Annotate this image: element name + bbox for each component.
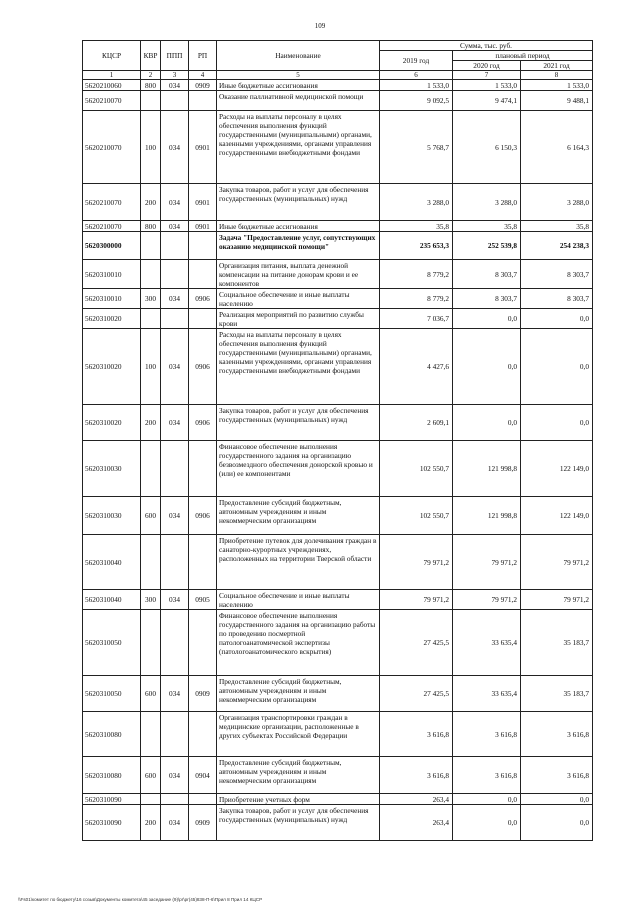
name-cell: Финансовое обеспечение выполнения государственного задания на организацию работы по проведению посмертной патологоанатомической экспертизы (патологоанатомического вскрытия) xyxy=(217,610,380,676)
kvr-cell: 100 xyxy=(141,111,161,184)
ppp-cell: 034 xyxy=(161,676,189,712)
name-cell: Финансовое обеспечение выполнения государственного задания на организацию безвозмездного обеспечения донорской кровью и (или) ее компонентами xyxy=(217,441,380,497)
table-row xyxy=(83,221,593,232)
name-cell: Иные бюджетные ассигнования xyxy=(217,80,380,91)
kvr-cell xyxy=(141,91,161,111)
header-2019: 2019 год xyxy=(380,51,453,71)
amount-2019-cell: 27 425,5 xyxy=(380,610,453,676)
kvr-cell: 800 xyxy=(141,221,161,232)
rp-cell: 0909 xyxy=(189,676,217,712)
kvr-cell: 600 xyxy=(141,497,161,535)
index-cell: 2 xyxy=(141,71,161,80)
ppp-cell xyxy=(161,260,189,289)
rp-cell: 0906 xyxy=(189,329,217,405)
ppp-cell xyxy=(161,441,189,497)
ppp-cell: 034 xyxy=(161,405,189,441)
amount-2021-cell: 254 238,3 xyxy=(521,232,593,260)
name-cell: Организация питания, выплата денежной компенсации на питание донорам крови и ее компонентов xyxy=(217,260,380,289)
rp-cell: 0905 xyxy=(189,590,217,610)
rp-cell xyxy=(189,309,217,329)
table-row xyxy=(83,80,593,91)
kcsr-cell: 5620310020 xyxy=(83,309,141,329)
kcsr-cell: 5620310050 xyxy=(83,610,141,676)
amount-2021-cell: 3 616,8 xyxy=(521,712,593,757)
rp-cell xyxy=(189,91,217,111)
ppp-cell: 034 xyxy=(161,80,189,91)
table-row xyxy=(83,111,593,184)
kvr-cell: 200 xyxy=(141,184,161,221)
ppp-cell: 034 xyxy=(161,590,189,610)
amount-2020-cell: 121 998,8 xyxy=(453,441,521,497)
amount-2019-cell: 8 779,2 xyxy=(380,289,453,309)
amount-2019-cell: 1 533,0 xyxy=(380,80,453,91)
amount-2020-cell: 35,8 xyxy=(453,221,521,232)
ppp-cell xyxy=(161,535,189,590)
column-index-row xyxy=(83,71,593,80)
amount-2019-cell: 7 036,7 xyxy=(380,309,453,329)
amount-2021-cell: 6 164,3 xyxy=(521,111,593,184)
rp-cell: 0901 xyxy=(189,111,217,184)
kcsr-cell: 5620210060 xyxy=(83,80,141,91)
ppp-cell xyxy=(161,232,189,260)
index-cell: 8 xyxy=(521,71,593,80)
kcsr-cell: 5620310010 xyxy=(83,289,141,309)
amount-2020-cell: 33 635,4 xyxy=(453,610,521,676)
kcsr-cell: 5620210070 xyxy=(83,111,141,184)
kvr-cell xyxy=(141,535,161,590)
kcsr-cell: 5620310030 xyxy=(83,441,141,497)
table-row xyxy=(83,805,593,841)
table-row xyxy=(83,757,593,794)
index-cell: 4 xyxy=(189,71,217,80)
rp-cell: 0906 xyxy=(189,289,217,309)
kcsr-cell: 5620310040 xyxy=(83,590,141,610)
amount-2019-cell: 4 427,6 xyxy=(380,329,453,405)
ppp-cell: 034 xyxy=(161,111,189,184)
ppp-cell xyxy=(161,610,189,676)
amount-2019-cell: 79 971,2 xyxy=(380,535,453,590)
ppp-cell: 034 xyxy=(161,221,189,232)
header-name: Наименование xyxy=(217,41,380,71)
rp-cell xyxy=(189,712,217,757)
amount-2021-cell: 0,0 xyxy=(521,405,593,441)
kvr-cell xyxy=(141,441,161,497)
name-cell: Закупка товаров, работ и услуг для обеспечения государственных (муниципальных) нужд xyxy=(217,405,380,441)
amount-2021-cell: 79 971,2 xyxy=(521,590,593,610)
kvr-cell xyxy=(141,794,161,805)
amount-2020-cell: 8 303,7 xyxy=(453,260,521,289)
amount-2020-cell: 9 474,1 xyxy=(453,91,521,111)
name-cell: Оказание паллиативной медицинской помощи xyxy=(217,91,380,111)
ppp-cell xyxy=(161,712,189,757)
rp-cell: 0901 xyxy=(189,221,217,232)
kcsr-cell: 5620310090 xyxy=(83,805,141,841)
amount-2021-cell: 0,0 xyxy=(521,794,593,805)
rp-cell xyxy=(189,232,217,260)
header-2020: 2020 год xyxy=(453,61,521,71)
name-cell: Предоставление субсидий бюджетным, автономным учреждениям и иным некоммерческим организациям xyxy=(217,757,380,794)
name-cell: Расходы на выплаты персоналу в целях обеспечения выполнения функций государственными (муниципальными) органами, казенными учреждениями, органами управления государственными внебюджетными фондами xyxy=(217,111,380,184)
amount-2021-cell: 8 303,7 xyxy=(521,289,593,309)
amount-2021-cell: 35 183,7 xyxy=(521,610,593,676)
amount-2019-cell: 79 971,2 xyxy=(380,590,453,610)
rp-cell xyxy=(189,260,217,289)
amount-2020-cell: 79 971,2 xyxy=(453,535,521,590)
budget-table xyxy=(82,40,593,841)
rp-cell: 0909 xyxy=(189,805,217,841)
index-cell: 7 xyxy=(453,71,521,80)
amount-2020-cell: 0,0 xyxy=(453,805,521,841)
rp-cell: 0909 xyxy=(189,80,217,91)
name-cell: Социальное обеспечение и иные выплаты населению xyxy=(217,590,380,610)
amount-2020-cell: 8 303,7 xyxy=(453,289,521,309)
amount-2019-cell: 263,4 xyxy=(380,805,453,841)
header-rp: РП xyxy=(189,41,217,71)
table-row xyxy=(83,309,593,329)
kvr-cell: 600 xyxy=(141,676,161,712)
kvr-cell: 100 xyxy=(141,329,161,405)
table-row xyxy=(83,232,593,260)
kvr-cell xyxy=(141,309,161,329)
amount-2019-cell: 263,4 xyxy=(380,794,453,805)
amount-2019-cell: 3 616,8 xyxy=(380,712,453,757)
page-number: 109 xyxy=(314,22,326,30)
file-path-footer: \\Fs01\комитет по бюджету\16 созыв\Документы комитета\45 заседание (9)\pr\pr(45)838-П-6\Прил 8 Прил 14 КЦСР xyxy=(18,897,263,902)
table-row xyxy=(83,794,593,805)
amount-2020-cell: 0,0 xyxy=(453,794,521,805)
amount-2019-cell: 3 288,0 xyxy=(380,184,453,221)
header-ppp: ППП xyxy=(161,41,189,71)
kcsr-cell: 5620300000 xyxy=(83,232,141,260)
rp-cell xyxy=(189,794,217,805)
name-cell: Закупка товаров, работ и услуг для обеспечения государственных (муниципальных) нужд xyxy=(217,184,380,221)
table-row xyxy=(83,590,593,610)
amount-2021-cell: 9 488,1 xyxy=(521,91,593,111)
index-cell: 6 xyxy=(380,71,453,80)
amount-2021-cell: 0,0 xyxy=(521,805,593,841)
ppp-cell: 034 xyxy=(161,757,189,794)
table-row xyxy=(83,405,593,441)
amount-2021-cell: 8 303,7 xyxy=(521,260,593,289)
amount-2019-cell: 27 425,5 xyxy=(380,676,453,712)
table-row xyxy=(83,91,593,111)
header-sum: Сумма, тыс. руб. xyxy=(380,41,593,51)
ppp-cell xyxy=(161,794,189,805)
amount-2021-cell: 1 533,0 xyxy=(521,80,593,91)
rp-cell xyxy=(189,441,217,497)
kvr-cell xyxy=(141,712,161,757)
index-cell: 5 xyxy=(217,71,380,80)
amount-2020-cell: 33 635,4 xyxy=(453,676,521,712)
rp-cell: 0906 xyxy=(189,405,217,441)
kvr-cell: 200 xyxy=(141,405,161,441)
amount-2019-cell: 235 653,3 xyxy=(380,232,453,260)
index-cell: 1 xyxy=(83,71,141,80)
ppp-cell: 034 xyxy=(161,329,189,405)
amount-2019-cell: 35,8 xyxy=(380,221,453,232)
kvr-cell xyxy=(141,610,161,676)
amount-2019-cell: 5 768,7 xyxy=(380,111,453,184)
name-cell: Закупка товаров, работ и услуг для обеспечения государственных (муниципальных) нужд xyxy=(217,805,380,841)
table-row xyxy=(83,535,593,590)
name-cell: Социальное обеспечение и иные выплаты населению xyxy=(217,289,380,309)
ppp-cell xyxy=(161,309,189,329)
table-row xyxy=(83,184,593,221)
ppp-cell: 034 xyxy=(161,184,189,221)
header-kvr: КВР xyxy=(141,41,161,71)
kcsr-cell: 5620310020 xyxy=(83,405,141,441)
table-row xyxy=(83,712,593,757)
amount-2020-cell: 252 539,8 xyxy=(453,232,521,260)
rp-cell xyxy=(189,610,217,676)
kcsr-cell: 5620310040 xyxy=(83,535,141,590)
amount-2021-cell: 3 288,0 xyxy=(521,184,593,221)
rp-cell: 0901 xyxy=(189,184,217,221)
name-cell: Иные бюджетные ассигнования xyxy=(217,221,380,232)
table-row xyxy=(83,289,593,309)
amount-2020-cell: 121 998,8 xyxy=(453,497,521,535)
amount-2019-cell: 102 550,7 xyxy=(380,441,453,497)
amount-2020-cell: 6 150,3 xyxy=(453,111,521,184)
table-row xyxy=(83,441,593,497)
name-cell: Реализация мероприятий по развитию службы крови xyxy=(217,309,380,329)
amount-2019-cell: 8 779,2 xyxy=(380,260,453,289)
amount-2021-cell: 35,8 xyxy=(521,221,593,232)
amount-2019-cell: 9 092,5 xyxy=(380,91,453,111)
kvr-cell: 600 xyxy=(141,757,161,794)
kvr-cell xyxy=(141,260,161,289)
kcsr-cell: 5620310080 xyxy=(83,712,141,757)
name-cell: Предоставление субсидий бюджетным, автономным учреждениям и иным некоммерческим организациям xyxy=(217,676,380,712)
amount-2021-cell: 0,0 xyxy=(521,309,593,329)
kvr-cell: 300 xyxy=(141,590,161,610)
header-kcsr: КЦСР xyxy=(83,41,141,71)
amount-2019-cell: 3 616,8 xyxy=(380,757,453,794)
table-row xyxy=(83,260,593,289)
amount-2020-cell: 0,0 xyxy=(453,329,521,405)
ppp-cell xyxy=(161,91,189,111)
amount-2021-cell: 122 149,0 xyxy=(521,441,593,497)
kcsr-cell: 5620210070 xyxy=(83,184,141,221)
kcsr-cell: 5620310050 xyxy=(83,676,141,712)
amount-2021-cell: 3 616,8 xyxy=(521,757,593,794)
kcsr-cell: 5620310030 xyxy=(83,497,141,535)
rp-cell xyxy=(189,535,217,590)
name-cell: Приобретение учетных форм xyxy=(217,794,380,805)
amount-2020-cell: 0,0 xyxy=(453,405,521,441)
kcsr-cell: 5620310020 xyxy=(83,329,141,405)
name-cell: Организация транспортировки граждан в медицинские организации, расположенные в других субъектах Российской Федерации xyxy=(217,712,380,757)
amount-2020-cell: 3 288,0 xyxy=(453,184,521,221)
ppp-cell: 034 xyxy=(161,497,189,535)
kcsr-cell: 5620310010 xyxy=(83,260,141,289)
rp-cell: 0906 xyxy=(189,497,217,535)
amount-2020-cell: 3 616,8 xyxy=(453,712,521,757)
kcsr-cell: 5620210070 xyxy=(83,221,141,232)
name-cell: Задача "Предоставление услуг, сопутствующих оказанию медицинской помощи" xyxy=(217,232,380,260)
name-cell: Приобретение путевок для долечивания граждан в санаторно-курортных учреждениях, расположенных на территории Тверской области xyxy=(217,535,380,590)
ppp-cell: 034 xyxy=(161,289,189,309)
table-row xyxy=(83,497,593,535)
rp-cell: 0904 xyxy=(189,757,217,794)
ppp-cell: 034 xyxy=(161,805,189,841)
amount-2020-cell: 79 971,2 xyxy=(453,590,521,610)
header-2021: 2021 год xyxy=(521,61,593,71)
amount-2021-cell: 35 183,7 xyxy=(521,676,593,712)
table-row xyxy=(83,676,593,712)
kvr-cell: 300 xyxy=(141,289,161,309)
name-cell: Предоставление субсидий бюджетным, автономным учреждениям и иным некоммерческим организациям xyxy=(217,497,380,535)
kvr-cell: 800 xyxy=(141,80,161,91)
kcsr-cell: 5620210070 xyxy=(83,91,141,111)
amount-2020-cell: 3 616,8 xyxy=(453,757,521,794)
table-row xyxy=(83,610,593,676)
index-cell: 3 xyxy=(161,71,189,80)
kvr-cell xyxy=(141,232,161,260)
amount-2021-cell: 122 149,0 xyxy=(521,497,593,535)
amount-2020-cell: 1 533,0 xyxy=(453,80,521,91)
amount-2019-cell: 2 609,1 xyxy=(380,405,453,441)
kcsr-cell: 5620310080 xyxy=(83,757,141,794)
kcsr-cell: 5620310090 xyxy=(83,794,141,805)
kvr-cell: 200 xyxy=(141,805,161,841)
amount-2020-cell: 0,0 xyxy=(453,309,521,329)
amount-2019-cell: 102 550,7 xyxy=(380,497,453,535)
header-planned: плановый период xyxy=(453,51,593,61)
amount-2021-cell: 0,0 xyxy=(521,329,593,405)
table-row xyxy=(83,329,593,405)
amount-2021-cell: 79 971,2 xyxy=(521,535,593,590)
name-cell: Расходы на выплаты персоналу в целях обеспечения выполнения функций государственными (муниципальными) органами, казенными учреждениями, органами управления государственными внебюджетными фондами xyxy=(217,329,380,405)
